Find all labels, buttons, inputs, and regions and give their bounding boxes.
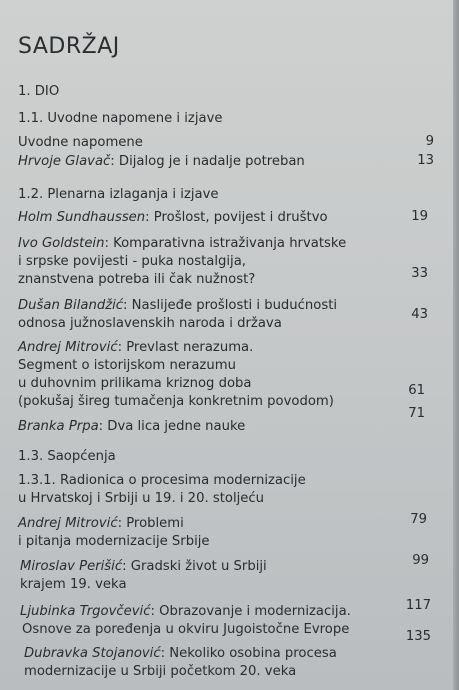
entry-title: : Dijalog je i nadalje potreban [110, 154, 305, 169]
toc-entry [18, 209, 328, 226]
entry-title-line: i srpske povijesti - puka nostalgija, [18, 254, 246, 269]
entry-page: 135 [405, 629, 431, 644]
entry-title: : Problemi [117, 516, 184, 531]
section-heading: 1.1. Uvodne napomene i izjave [18, 111, 223, 126]
entry-title: : Prošlost, povijest i društvo [145, 210, 328, 225]
entry-page: 117 [405, 598, 431, 613]
subsection-heading: 1.3.1. Radionica o procesima modernizacije [18, 473, 306, 488]
toc-entry [18, 297, 337, 314]
page-title: SADRŽAJ [18, 34, 120, 59]
entry-title: : Prevlast nerazuma. [117, 340, 254, 355]
entry-author: Andrej Mitrović [18, 516, 118, 531]
entry-title-line: (pokušaj šireg tumačenja konkretnim povodom) [18, 394, 334, 409]
entry-page: 71 [408, 406, 425, 421]
entry-title-line: i pitanja modernizacije Srbije [18, 534, 210, 549]
entry-title: : Gradski život u Srbiji [122, 559, 267, 574]
entry-title: : Nekoliko osobina procesa [160, 646, 337, 661]
toc-entry [18, 418, 245, 435]
entry-author: Dubravka Stojanović [24, 646, 161, 661]
entry-title-line: modernizacije u Srbiji početkom 20. veka [24, 664, 297, 679]
section-heading: 1.2. Plenarna izlaganja i izjave [18, 187, 219, 202]
entry-page: 61 [408, 383, 425, 398]
entry-author: Dušan Bilandžić [18, 298, 124, 313]
toc-entry [20, 558, 267, 575]
entry-author: Andrej Mitrović [18, 340, 118, 355]
toc-entry [20, 603, 351, 620]
entry-page: 19 [411, 209, 428, 224]
part-heading: 1. DIO [18, 84, 60, 99]
toc-entry [18, 339, 253, 356]
entry-author: Branka Prpa [18, 419, 99, 434]
subsection-heading-line: u Hrvatskoj i Srbiji u 19. i 20. stoljeću [18, 491, 265, 506]
entry-page: 43 [411, 307, 428, 322]
entry-page: 99 [412, 553, 429, 568]
entry-title-line: Osnove za poređenja u okviru Jugoistočne Evrope [22, 622, 350, 637]
entry-title-line: odnosa južnoslavenskih naroda i država [18, 316, 282, 331]
entry-title-line: krajem 19. veka [20, 577, 127, 592]
section-heading: 1.3. Saopćenja [18, 449, 116, 464]
entry-title-line: Segment o istorijskom nerazumu [18, 358, 236, 373]
entry-page: 9 [425, 134, 434, 149]
entry-title: : Naslijeđe prošlosti i budućnosti [123, 298, 338, 313]
entry-author: Ivo Goldstein [18, 236, 105, 251]
toc-entry [18, 153, 305, 170]
entry-title: : Obrazovanje i modernizacija. [150, 604, 351, 619]
entry-title: Uvodne napomene [18, 135, 143, 150]
entry-title: : Dva lica jedne nauke [98, 419, 246, 434]
toc-entry [24, 645, 337, 662]
toc-entry [18, 515, 184, 532]
entry-author: Holm Sundhaussen [18, 210, 146, 225]
entry-page: 13 [417, 153, 434, 168]
page-edge [453, 0, 459, 690]
entry-author: Hrvoje Glavač [18, 154, 111, 169]
entry-page: 79 [410, 512, 427, 527]
entry-author: Miroslav Perišić [20, 559, 123, 574]
toc-entry [18, 235, 346, 252]
entry-title: : Komparativna istraživanja hrvatske [104, 236, 347, 251]
entry-title-line: znanstvena potreba ili čak nužnost? [18, 272, 256, 287]
entry-author: Ljubinka Trgovčević [20, 604, 151, 619]
entry-page: 33 [411, 266, 428, 281]
entry-title-line: u duhovnim prilikama kriznog doba [18, 376, 252, 391]
